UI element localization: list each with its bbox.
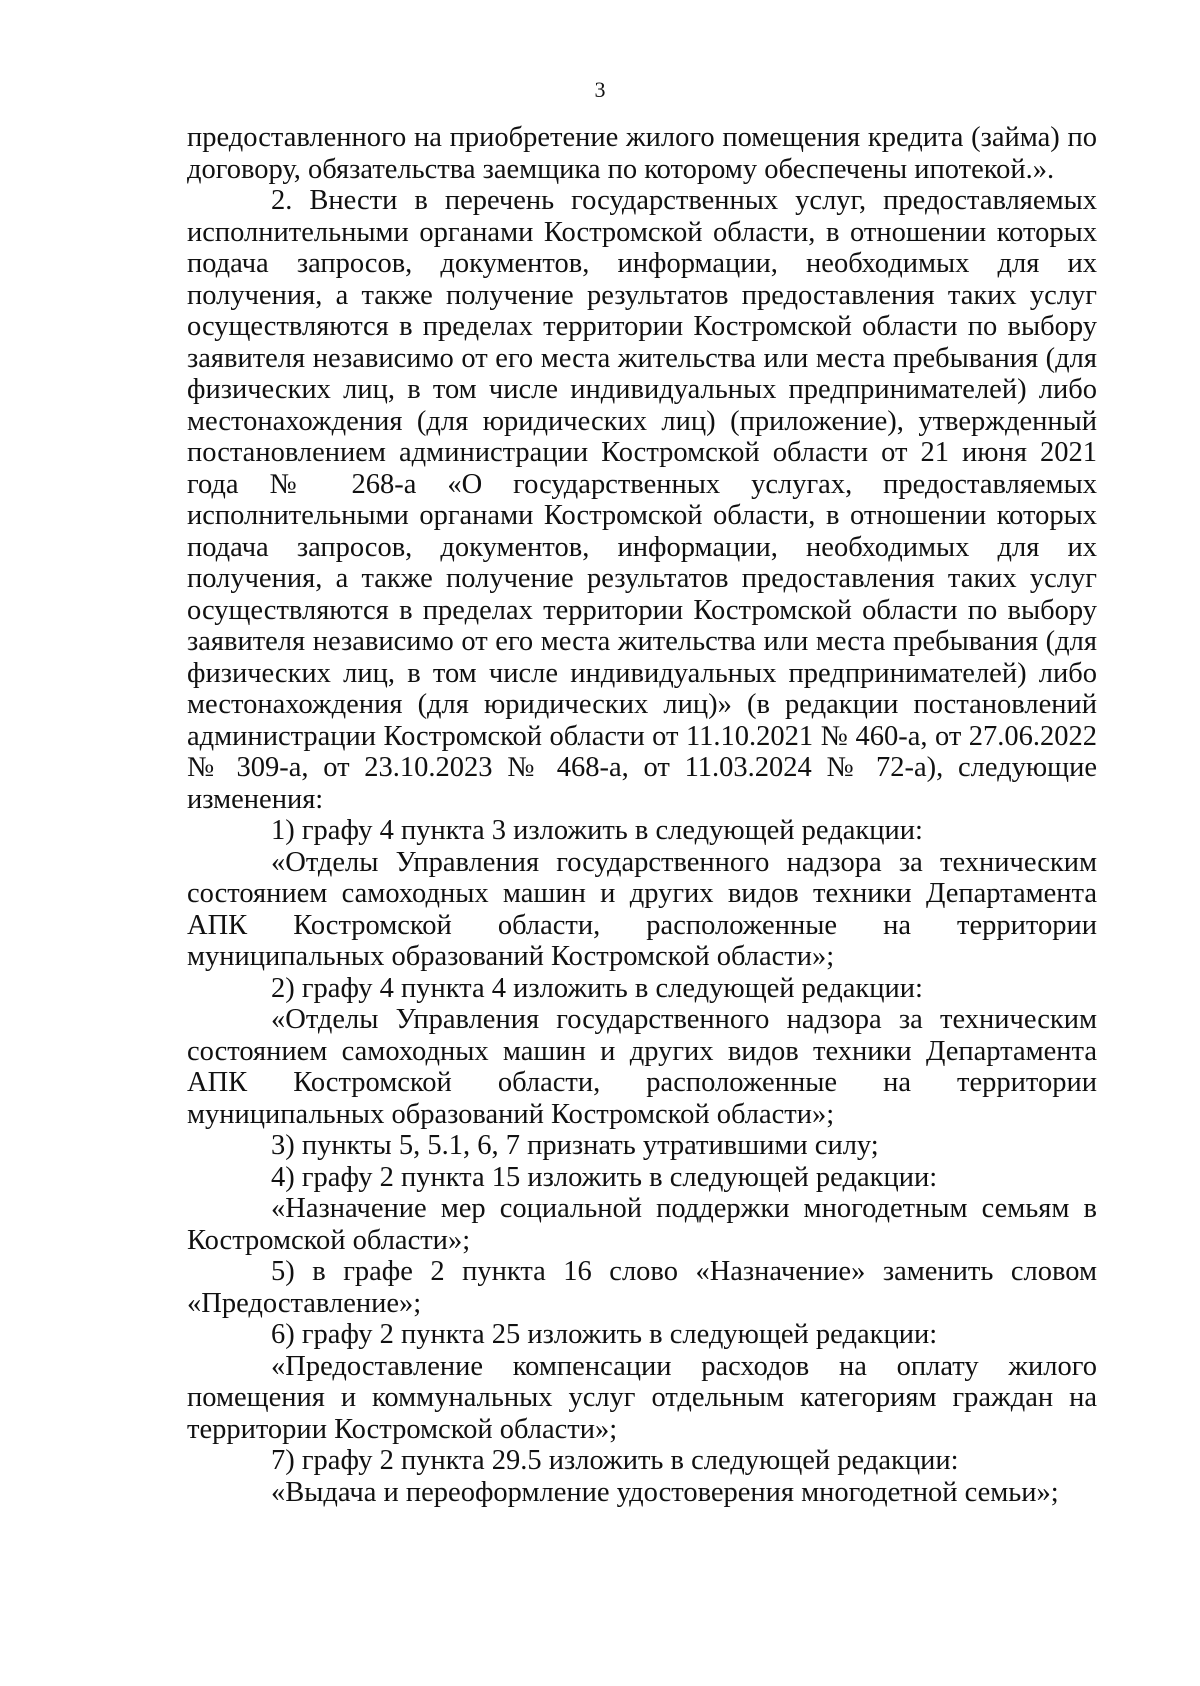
paragraph-10: 5) в графе 2 пункта 16 слово «Назначение» заменить словом «Предоставление»; bbox=[187, 1256, 1097, 1319]
paragraph-6: «Отделы Управления государственного надзора за техническим состоянием самоходных машин и других видов техники Департамента АПК Костромской области, расположенные на территории муниципальных образований Костромской области»; bbox=[187, 1004, 1097, 1130]
paragraph-1: предоставленного на приобретение жилого помещения кредита (займа) по договору, обязательства заемщика по которому обеспечены ипотекой.». bbox=[187, 122, 1097, 185]
paragraph-13: 7) графу 2 пункта 29.5 изложить в следующей редакции: bbox=[271, 1445, 959, 1476]
paragraph-11: 6) графу 2 пункта 25 изложить в следующей редакции: bbox=[271, 1319, 938, 1350]
paragraph-12: «Предоставление компенсации расходов на оплату жилого помещения и коммунальных услуг отдельным категориям граждан на территории Костромской области»; bbox=[187, 1350, 1097, 1445]
document-body bbox=[187, 122, 1097, 1508]
paragraph-8: 4) графу 2 пункта 15 изложить в следующей редакции: bbox=[271, 1161, 938, 1193]
paragraph-9: «Назначение мер социальной поддержки многодетным семьям в Костромской области»; bbox=[187, 1193, 1097, 1256]
page-number: 3 bbox=[594, 77, 606, 102]
paragraph-3: 1) графу 4 пункта 3 изложить в следующей редакции: bbox=[271, 815, 923, 846]
paragraph-5: 2) графу 4 пункта 4 изложить в следующей редакции: bbox=[271, 972, 923, 1004]
paragraph-4: «Отделы Управления государственного надзора за техническим состоянием самоходных машин и других видов техники Департамента АПК Костромской области, расположенные на территории муниципальных образований Костромской области»; bbox=[187, 846, 1097, 972]
paragraph-14: «Выдача и переоформление удостоверения многодетной семьи»; bbox=[271, 1476, 1059, 1508]
paragraph-2: 2. Внести в перечень государственных услуг, предоставляемых исполнительными органами Костромской области, в отношении которых подача запросов, документов, информации, необходимых для их получения, а также получение результатов предоставления таких услуг осуществляются в пределах территории Костромской области по выбору заявителя независимо от его места жительства или места пребывания (для физических лиц, в том числе индивидуальных предпринимателей) либо местонахождения (для юридических лиц) (приложение), утвержденный постановлением администрации Костромской области от 21 июня 2021 года № 268-а «О государственных услугах, предоставляемых исполнительными органами Костромской области, в отношении которых подача запросов, документов, информации, необходимых для их получения, а также получение результатов предоставления таких услуг осуществляются в пределах территории Костромской области по выбору заявителя независимо от его места жительства или места пребывания (для физических лиц, в том числе индивидуальных предпринимателей) либо местонахождения (для юридических лиц)» (в редакции постановлений администрации Костромской области от 11.10.2021 № 460-а, от 27.06.2022 № 309-а, от 23.10.2023 № 468-а, от 11.03.2024 № 72-а), следующие изменения: bbox=[187, 185, 1097, 815]
paragraph-7: 3) пункты 5, 5.1, 6, 7 признать утратившими силу; bbox=[271, 1130, 879, 1161]
